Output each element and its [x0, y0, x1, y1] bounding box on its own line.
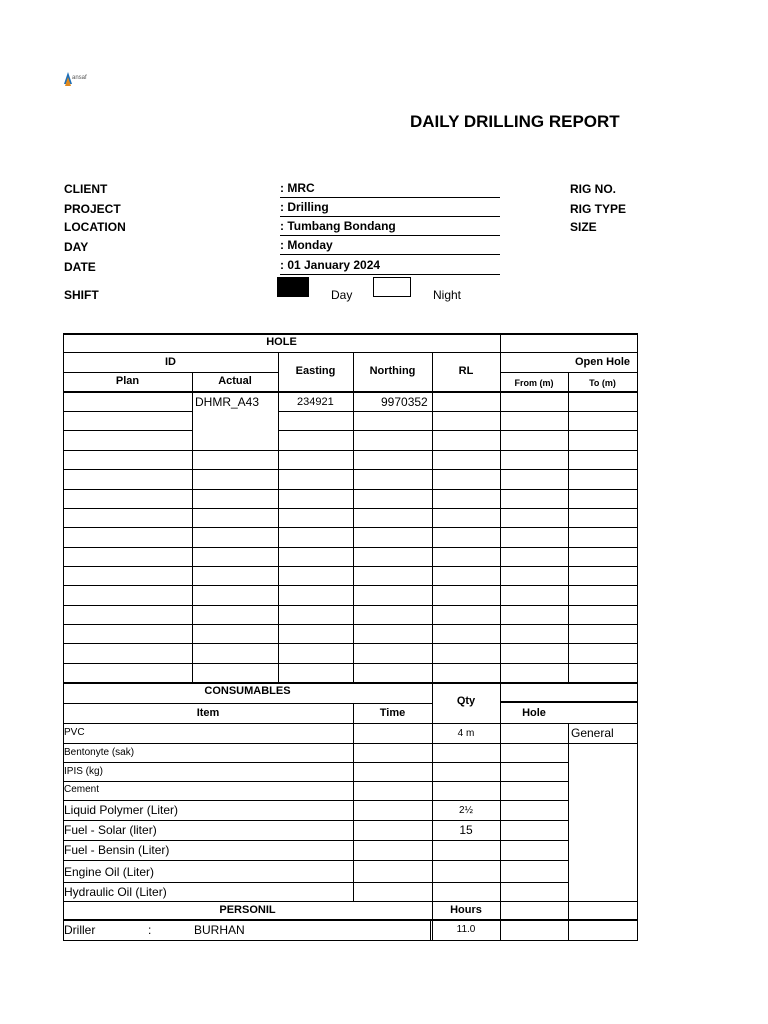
grid-line: [63, 547, 638, 548]
grid-line: [568, 372, 569, 683]
grid-line: [63, 585, 638, 586]
client-value: : MRC: [280, 181, 500, 198]
hole-header: HOLE: [266, 336, 297, 348]
consumable-item: Liquid Polymer (Liter): [64, 803, 179, 817]
grid-line: [63, 663, 638, 664]
hole-actual-id: DHMR_A43: [195, 395, 260, 409]
personil-hours: 11.0: [456, 924, 476, 935]
grid-line: [63, 391, 638, 393]
grid-line: [63, 333, 638, 335]
grid-line: [63, 919, 638, 921]
grid-line: [63, 411, 192, 412]
grid-line: [63, 882, 568, 883]
client-label: CLIENT: [64, 182, 108, 196]
consumable-item: Fuel - Bensin (Liter): [64, 843, 170, 857]
grid-line: [432, 352, 433, 683]
grid-line: [500, 333, 501, 941]
shift-label: SHIFT: [64, 288, 99, 302]
day-label: DAY: [64, 240, 89, 254]
rig-no-label: RIG NO.: [570, 182, 617, 196]
northing-header: Northing: [369, 365, 416, 377]
consumable-item: IPIS (kg): [64, 766, 103, 777]
day-shift-label: Day: [331, 288, 353, 302]
report-title: DAILY DRILLING REPORT: [410, 112, 620, 131]
personil-colon: :: [148, 923, 152, 937]
grid-line: [63, 682, 638, 684]
grid-line: [63, 352, 500, 353]
grid-line: [63, 820, 568, 821]
grid-line: [430, 920, 431, 941]
grid-line: [568, 723, 569, 941]
easting-header: Easting: [295, 365, 336, 377]
time-header: Time: [379, 707, 406, 719]
grid-line: [63, 703, 432, 704]
consumable-qty: 4 m: [457, 728, 475, 739]
night-shift-checkbox[interactable]: [373, 277, 411, 297]
item-header: Item: [196, 707, 220, 719]
grid-line: [192, 372, 193, 683]
grid-line: [63, 372, 278, 373]
from-header: From (m): [514, 378, 554, 388]
grid-line: [63, 860, 568, 861]
project-label: PROJECT: [64, 202, 121, 216]
location-value: : Tumbang Bondang: [280, 219, 500, 236]
grid-line: [63, 450, 638, 451]
grid-line: [63, 508, 638, 509]
grid-line: [63, 527, 638, 528]
consumable-item: Engine Oil (Liter): [64, 865, 155, 879]
date-value: : 01 January 2024: [280, 258, 500, 275]
id-header: ID: [165, 356, 176, 368]
open-hole-header: Open Hole: [575, 356, 631, 368]
grid-line: [63, 762, 568, 763]
grid-line: [63, 489, 638, 490]
grid-line: [63, 643, 638, 644]
grid-line: [278, 411, 638, 412]
grid-line: [278, 352, 279, 683]
night-shift-label: Night: [433, 288, 462, 302]
day-value: : Monday: [280, 238, 500, 255]
size-label: SIZE: [570, 220, 597, 234]
hole-easting: 234921: [297, 396, 334, 408]
consumable-item: PVC: [64, 727, 85, 738]
grid-line: [353, 703, 354, 902]
hours-header: Hours: [450, 904, 482, 916]
grid-line: [63, 469, 638, 470]
location-label: LOCATION: [64, 220, 126, 234]
grid-line: [500, 372, 638, 373]
consumables-header: CONSUMABLES: [204, 685, 291, 697]
company-logo: [63, 72, 103, 90]
project-value: : Drilling: [280, 200, 500, 217]
personil-role: Driller: [64, 923, 96, 937]
grid-line: [63, 781, 568, 782]
grid-line: [63, 800, 568, 801]
grid-line: [63, 901, 638, 902]
plan-header: Plan: [115, 375, 140, 387]
hole-northing: 9970352: [381, 395, 428, 409]
grid-line: [63, 940, 638, 941]
qty-header: Qty: [456, 695, 476, 707]
logo-text: ansaf: [72, 75, 87, 81]
consumable-item: Hydraulic Oil (Liter): [64, 885, 167, 899]
consumable-qty: 2½: [459, 805, 473, 816]
grid-line: [500, 352, 638, 353]
consumable-item: Cement: [64, 784, 100, 795]
personil-header: PERSONIL: [219, 904, 276, 916]
grid-line: [568, 743, 638, 744]
grid-line: [353, 352, 354, 683]
consumable-item: Fuel - Solar (liter): [64, 823, 157, 837]
rl-header: RL: [458, 365, 474, 377]
hole-col-header: Hole: [522, 707, 546, 719]
grid-line: [278, 430, 638, 431]
general-label: General: [571, 726, 614, 740]
grid-line: [637, 333, 638, 941]
day-shift-checkbox[interactable]: [277, 277, 309, 297]
grid-line: [63, 743, 568, 744]
grid-line: [63, 840, 568, 841]
grid-line: [63, 723, 638, 724]
consumable-item: Bentonyte (sak): [64, 747, 135, 758]
actual-header: Actual: [218, 375, 252, 387]
consumable-qty: 15: [459, 823, 473, 837]
personil-name: BURHAN: [194, 923, 245, 937]
grid-line: [63, 430, 192, 431]
grid-line: [63, 566, 638, 567]
rig-type-label: RIG TYPE: [570, 202, 627, 216]
to-header: To (m): [589, 378, 616, 388]
grid-line: [500, 701, 638, 703]
grid-line: [63, 624, 638, 625]
date-label: DATE: [64, 260, 96, 274]
grid-line: [63, 605, 638, 606]
